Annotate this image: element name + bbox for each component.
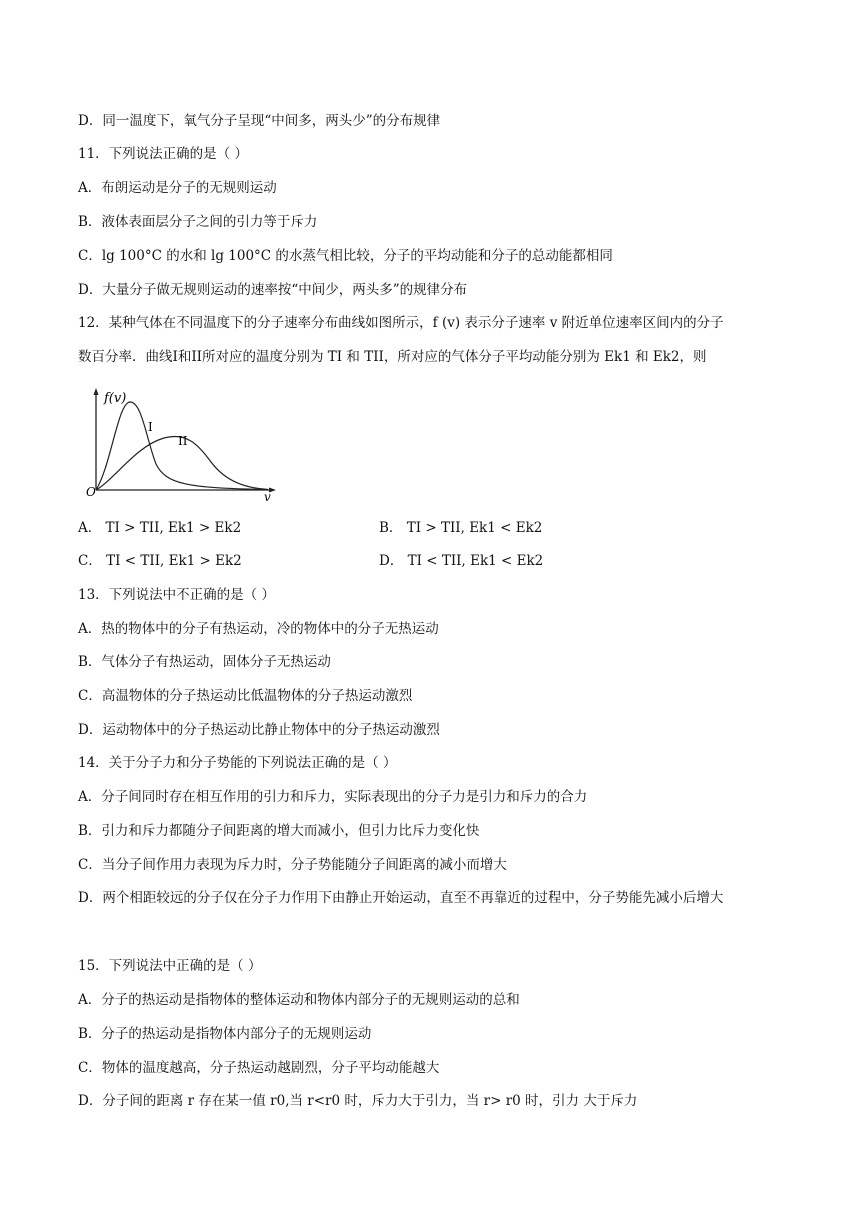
q13-option-d: D．运动物体中的分子热运动比静止物体中的分子热运动激烈 [78,722,440,738]
q13-option-c: C．高温物体的分子热运动比低温物体的分子热运动激烈 [78,688,413,704]
speed-distribution-figure [86,386,286,502]
q11-option-b: B．液体表面层分子之间的引力等于斥力 [78,214,318,230]
q13-option-a: A．热的物体中的分子有热运动，冷的物体中的分子无热运动 [78,621,439,637]
q12-stem-line2: 数百分率．曲线I和II所对应的温度分别为 TI 和 TII，所对应的气体分子平均动能分别为 Ek1 和 Ek2，则 [78,349,707,365]
q13-option-b: B．气体分子有热运动，固体分子无热运动 [78,654,331,670]
q15-option-b: B．分子的热运动是指物体内部分子的无规则运动 [78,1026,372,1042]
q12-option-a: A． TI > TII, Ek1 > Ek2 [78,520,242,536]
q14-option-d: D．两个相距较远的分子仅在分子力作用下由静止开始运动，直至不再靠近的过程中，分子势能先减小后增大 [78,890,724,906]
q11-option-c: C．lg 100°C 的水和 lg 100°C 的水蒸气相比较，分子的平均动能和分子的总动能都相同 [78,248,613,264]
q11-stem: 11．下列说法正确的是（ ） [78,146,248,162]
q11-option-d: D．大量分子做无规则运动的速率按“中间少，两头多”的规律分布 [78,282,468,298]
y-axis-arrow [94,388,99,395]
q10-option-d: D．同一温度下，氧气分子呈现“中间多，两头少”的分布规律 [78,113,441,129]
q11-option-a: A．布朗运动是分子的无规则运动 [78,180,277,196]
q12-stem-line1: 12．某种气体在不同温度下的分子速率分布曲线如图所示，f (v) 表示分子速率 v 附近单位速率区间内的分子 [78,315,724,331]
curve-1-label: I [148,420,153,434]
q12-option-b: B． TI > TII, Ek1 < Ek2 [379,520,543,536]
q15-option-c: C．物体的温度越高，分子热运动越剧烈，分子平均动能越大 [78,1060,440,1076]
q12-option-c: C． TI < TII, Ek1 > Ek2 [78,553,242,569]
q15-option-a: A．分子的热运动是指物体的整体运动和物体内部分子的无规则运动的总和 [78,992,520,1008]
q14-stem: 14．关于分子力和分子势能的下列说法正确的是（ ） [78,755,397,771]
origin-label: O [86,485,96,499]
y-axis-label: f(v) [104,391,127,406]
q14-option-b: B．引力和斥力都随分子间距离的增大而减小，但引力比斥力变化快 [78,823,480,839]
q14-option-c: C．当分子间作用力表现为斥力时，分子势能随分子间距离的减小而增大 [78,857,507,873]
q13-stem: 13．下列说法中不正确的是（ ） [78,587,275,603]
x-axis-label: v [264,490,271,502]
q15-option-d: D．分子间的距离 r 存在某一值 r0,当 r<r0 时，斥力大于引力，当 r> r0 时，引力 大于斥力 [78,1093,638,1109]
q14-option-a: A．分子间同时存在相互作用的引力和斥力，实际表现出的分子力是引力和斥力的合力 [78,789,588,805]
curve-2-label: II [178,434,188,448]
q12-option-d: D． TI < TII, Ek1 < Ek2 [379,553,544,569]
q15-stem: 15．下列说法中正确的是（ ） [78,958,262,974]
